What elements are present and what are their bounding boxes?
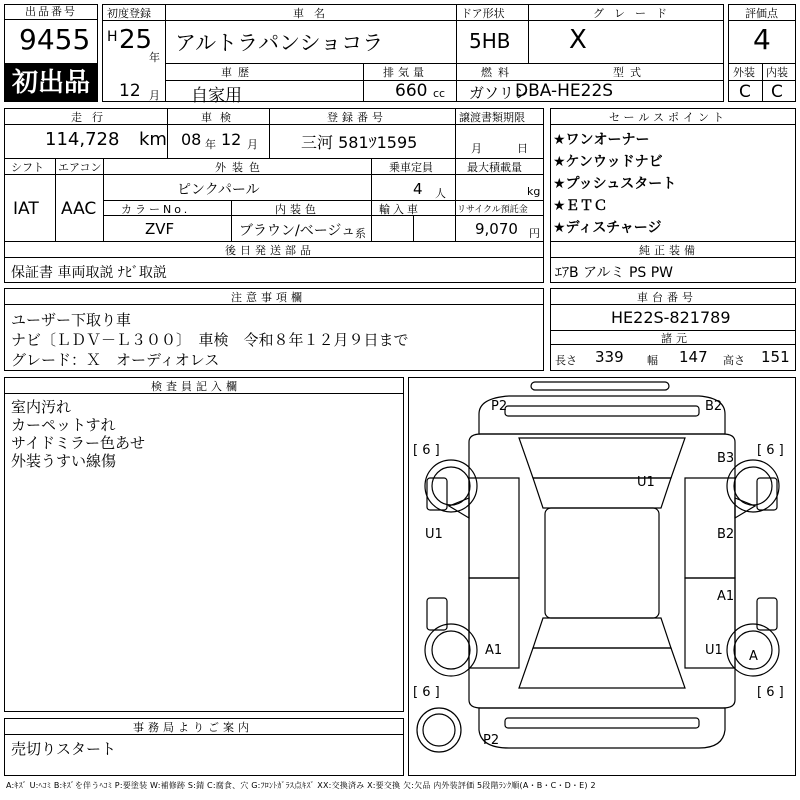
car-diagram-svg [409,378,795,775]
load-unit: kg [527,185,541,198]
model: DBA-HE22S [515,81,614,101]
int-grade: C [771,82,783,102]
mileage-label: 走行 [71,111,113,124]
note-line: グレード：Ｘ オーディオレス [11,351,220,369]
mark-U1-right: U1 [705,643,723,658]
tire-tread-rear-right: [ 6 ] [757,685,784,700]
inspector-line: カーペットすれ [11,416,116,434]
score-label: 評価点 [745,7,778,20]
plate: 三河 581ﾂ1595 [301,133,418,152]
inspection-label: 車検 [201,111,239,124]
transfer-label: 譲渡書類期限 [459,111,525,124]
sales-point: ★ディスチャージ [553,220,662,236]
notes-box [4,288,544,371]
office-label: 事務局よりご案内 [133,721,253,734]
seats-unit: 人 [435,187,446,200]
recycle-label: リサイクル預託金 [457,205,528,215]
mark-P2-rear: P2 [483,733,500,748]
ac-label: エアコン [58,161,102,174]
inspector-line: 室内汚れ [11,398,72,416]
first-listing-text: 初出品 [11,68,90,98]
load-label: 最大積載量 [467,161,522,174]
history-label: 車歴 [221,66,255,79]
disp-label: 排気量 [383,66,428,79]
inspector-line: サイドミラー色あせ [11,434,145,452]
ext-label: 外装 [733,66,755,79]
mark-A1-right: A1 [717,589,735,604]
note-line: ユーザー下取り車 [11,311,132,329]
model-label: 型式 [613,66,647,79]
intcolor: ブラウン/ベージュ [239,223,356,239]
inspector-box [4,377,404,712]
fuel-label: 燃料 [481,66,515,79]
recycle: 9,070 [475,220,518,238]
mark-B2-front: B2 [705,399,723,414]
roof-bar [531,382,669,390]
reg-month: 12 [119,81,141,101]
plate-label: 登録番号 [327,111,387,124]
mark-A1-left: A1 [485,643,503,658]
color-label: 外装色 [215,161,266,174]
transfer-day: 日 [517,142,528,155]
len-label: 長さ [555,354,577,367]
inspection-year: 08 [181,130,202,149]
header-grid [102,4,724,106]
docs: 保証書 車両取説 ﾅﾋﾞ取説 [11,265,167,281]
car-diagram [408,377,796,776]
colorno-label: カラーNo. [121,203,191,216]
seats-label: 乗車定員 [389,161,433,174]
reg-label: 初度登録 [107,7,151,20]
color: ピンクパール [177,182,260,198]
displacement: 660 [395,81,428,101]
sales-point: ★プッシュスタート [553,176,677,192]
chassis-number: HE22S-821789 [611,308,731,327]
car-name-label: 車名 [293,7,335,20]
fuel: ガソリン [469,84,530,102]
door-label: ドア形状 [461,7,505,20]
legend: A:ｷｽﾞ U:ﾍｺﾐ B:ｷｽﾞを伴うﾍｺﾐ P:要塗装 W:補修跡 S:錆 C:腐食、穴 G:ﾌﾛﾝﾄｶﾞﾗｽ点ｷｽﾞ XX:交換済み X:要交換 欠:欠品 内外装評価 5段階ﾗﾝｸ順(A・B・C・D・E) 2 [6,781,596,790]
transfer-month: 月 [471,142,482,155]
width: 147 [679,348,708,366]
sales-point: ★ＥＴＣ [553,198,608,214]
equipment: ｴｱB アルミ PS PW [555,265,674,281]
ac: AAC [61,199,97,219]
lot-label: 出品番号 [5,5,97,20]
chassis-label: 車台番号 [637,291,697,304]
roof [545,508,659,618]
tire-tread-front-left: [ 6 ] [413,443,440,458]
grade: X [569,25,587,55]
door-type: 5HB [469,29,511,53]
length: 339 [595,348,624,366]
shift-label: シフト [11,161,44,174]
wid-label: 幅 [647,354,658,367]
intcolor-unit: 系 [355,227,366,240]
hood [519,438,685,478]
mark-A: A [749,649,758,664]
office-text: 売切りスタート [11,740,117,758]
mark-P2-front: P2 [491,399,508,414]
mark-U1-roof: U1 [637,475,655,490]
tire-tread-front-right: [ 6 ] [757,443,784,458]
mark-B3: B3 [717,451,735,466]
seats: 4 [413,180,423,198]
mark-B2-right: B2 [717,527,735,542]
int-label: 内装 [766,66,788,79]
sales-point: ★ワンオーナー [553,132,650,148]
hgt-label: 高さ [723,354,745,367]
office-box [4,718,404,776]
history: 自家用 [191,86,242,106]
month-unit: 月 [149,89,160,102]
inspection-year-unit: 年 [205,138,216,151]
score-box [728,4,796,102]
mileage: 114,728 [45,129,120,150]
shift: IAT [13,199,39,219]
colorno: ZVF [145,220,175,238]
height: 151 [761,348,790,366]
inspection-month: 12 [221,130,242,149]
grade-label: グレード [593,7,677,20]
score-value: 4 [753,23,771,56]
sales-point: ★ケンウッドナビ [553,154,663,170]
mileage-unit: km [139,129,167,150]
inspection-month-unit: 月 [247,138,258,151]
ext-grade: C [739,82,751,102]
reg-year: 25 [119,25,153,55]
intcolor-label: 内装色 [275,203,320,216]
body-outline [469,434,735,708]
tire-tread-rear-left: [ 6 ] [413,685,440,700]
year-unit: 年 [149,51,160,64]
notes-label: 注意事項欄 [231,291,306,304]
era-prefix: H [107,29,118,45]
note-line: ナビ〔ＬＤＶ－Ｌ３００〕 車検 令和８年１２月９日まで [11,331,409,349]
sales-box [550,108,796,283]
import-label: 輸入車 [379,203,421,216]
dims-label: 諸元 [661,332,691,345]
mark-U1-left: U1 [425,527,443,542]
inspector-label: 検査員記入欄 [151,380,241,393]
front-bumper [479,396,725,434]
inspector-line: 外装うすい線傷 [11,452,117,470]
lot-box [4,4,98,64]
car-name: アルトラパンショコラ [175,31,384,55]
sales-label: セールスポイント [609,111,729,124]
spec-grid [4,108,544,283]
first-listing-badge [4,64,98,102]
equip-label: 純正装備 [639,244,699,257]
chassis-box [550,288,796,371]
docs-label: 後日発送部品 [225,244,315,257]
lot-number: 9455 [19,23,91,56]
disp-unit: cc [433,87,446,100]
recycle-unit: 円 [529,227,540,240]
